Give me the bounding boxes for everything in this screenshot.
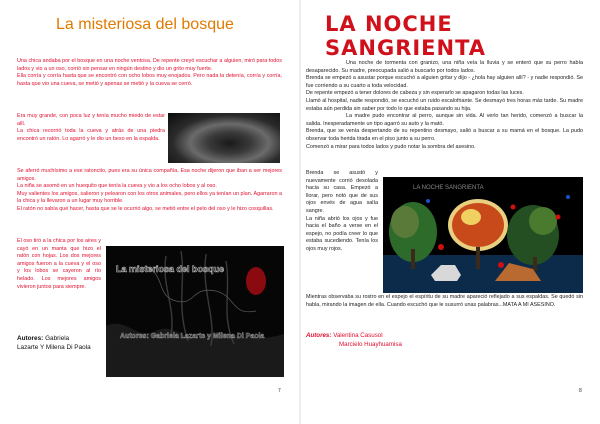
cave-image — [168, 113, 280, 163]
paragraph: Comenzó a mirar para todos lados y pudo notar la sombra del asesino. — [306, 143, 476, 150]
paragraph: Brenda, que se venía despertando de su repentino desmayo, salió a buscar a su mamá en el bosque. La pudo observar toda herida tirada en el piso junto a su perro. — [306, 128, 583, 142]
paragraph: El ratón no sabía qué hacer, hasta que se le ocurrió algo, se metió entre el pelo del oso y le hizo cosquillas. — [17, 205, 274, 212]
paragraph: La niña abrió los ojos y fue hacia el baño a verse en el espejo, no podía creer lo que estaba sucediendo. Tenía los ojos muy rojos. — [306, 215, 378, 252]
story-text-top — [306, 60, 583, 151]
paragraph: Se aferró muchísimo a ese ratoncito, pues era su única compañía. Esa noche dijeron que iban a ser mejores amigos. — [17, 168, 282, 182]
author-name: Marcielo Huayhuamisa — [339, 340, 402, 348]
author-name: Valentina Casusol — [333, 332, 383, 339]
paragraph: La niña se asomó en un huequito que tenía la cueva y vio a los ocho lobos y al oso. — [17, 183, 217, 190]
story-text-bottom — [306, 294, 583, 309]
page-title: La misteriosa del bosque — [56, 16, 234, 33]
paragraph: Brenda se empezó a asustar porque escuchó a alguien gritar y dijo - ¿hola hay alguien allí? - y nadie respondió. Se fue corriendo a su cuarto a toda velocidad. — [306, 75, 583, 89]
paragraph: Mientras observaba su rostro en el espejo el espíritu de su madre apareció reflejado a sus espaldas. Se quedó sin habla, mirando la imagen de ella. Cuando escuchó que le susurró unas palabras...MATA A MI ASESINO. — [306, 294, 583, 308]
authors-block — [306, 332, 402, 349]
paragraph: El oso tiró a la chica por los aires y cayó en un manta que hizo el ratón con hojas. Los dos mejores amigos fueron a la cueva y el oso y los lobos se cayeron al río helado. Los mejores amigos vivieron juntos para siempre. — [17, 238, 101, 290]
forest-image — [383, 177, 583, 293]
author-name: Gabriela — [45, 335, 70, 342]
author-name: Lazarte Y Milena Di Paola — [17, 344, 91, 351]
paragraph: La madre pudo encontrar al perro, aunque sin vida. Al verlo tan herido, comenzó a buscar la salida. Inesperadamente un tipo agarró su auto y la mató. — [306, 113, 583, 127]
authors-label: Autores: — [17, 335, 44, 342]
authors-block — [17, 334, 91, 352]
paragraph: Llamó al hospital, nadie respondió, se escuchó un ruido escalofriante. Se desmayó tres horas más tarde. Su madre estaba aún perdida sin saber por todo lo que estaba pasando su hija. — [306, 97, 583, 112]
paragraph: Una noche de tormenta con granizo, una niña veía la lluvia y se enteró que su perro había desaparecido. Su madre, preocupada salió a buscarlo por todos lados. — [306, 60, 583, 74]
story-text-bottom — [17, 238, 101, 291]
cover-authors: Autores: Gabriela Lazarte y Milena Di Paola — [120, 333, 265, 340]
right-page — [301, 0, 600, 424]
cover-art — [106, 246, 284, 377]
story-text-beside-image — [17, 113, 165, 143]
page-title: LA NOCHE SANGRIENTA — [325, 12, 487, 60]
story-text-beside-image — [306, 170, 378, 254]
page-number: 8 — [579, 388, 582, 394]
cover-image — [106, 246, 284, 377]
story-text-top — [17, 58, 282, 88]
paragraph: Una chica andaba por el bosque en una noche ventosa. De repente creyó escuchar a alguien, miró para todos lados y vio a un oso, corrió sin pensar en ningún destino y dio un grito muy fuerte. — [17, 58, 282, 72]
art-title: LA NOCHE SANGRIENTA — [413, 185, 484, 191]
paragraph: La chica recorrió toda la cueva y atrás de una piedra encontró un ratón. Lo agarró y le dio un beso en la espalda. — [17, 128, 165, 142]
paragraph: Brenda se asustó y nuevamente corrió desolada hacia su casa. Empezó a llorar, pero notó que de sus ojos envés de agua salía sangre. — [306, 170, 378, 214]
authors-label: Autores: — [306, 332, 332, 339]
page-number: 7 — [278, 388, 281, 394]
paragraph: Ella corría y corría hasta que se encontró con ocho lobos muy enojados. Pero nada la detenía, corría y corría, hasta que vio una cueva, se metió y apenas se metió y la cueva se cerró. — [17, 73, 282, 87]
paragraph: Muy valientes los amigos, salieron y pelearon con los otros animales, pero ellos ya tenían un plan. Agarraron a la chica y la llevaron a un lugar muy horrible. — [17, 190, 282, 205]
forest-art — [383, 177, 583, 293]
story-text-middle — [17, 168, 282, 214]
cover-title: La misteriosa del bosque — [116, 264, 225, 274]
paragraph: Era muy grande, con poca luz y tenía mucho miedo de estar allí. — [17, 113, 165, 127]
paragraph: De repente empezó a tener dolores de cabeza y sin esperarlo se apagaron todas las luces. — [306, 90, 524, 97]
